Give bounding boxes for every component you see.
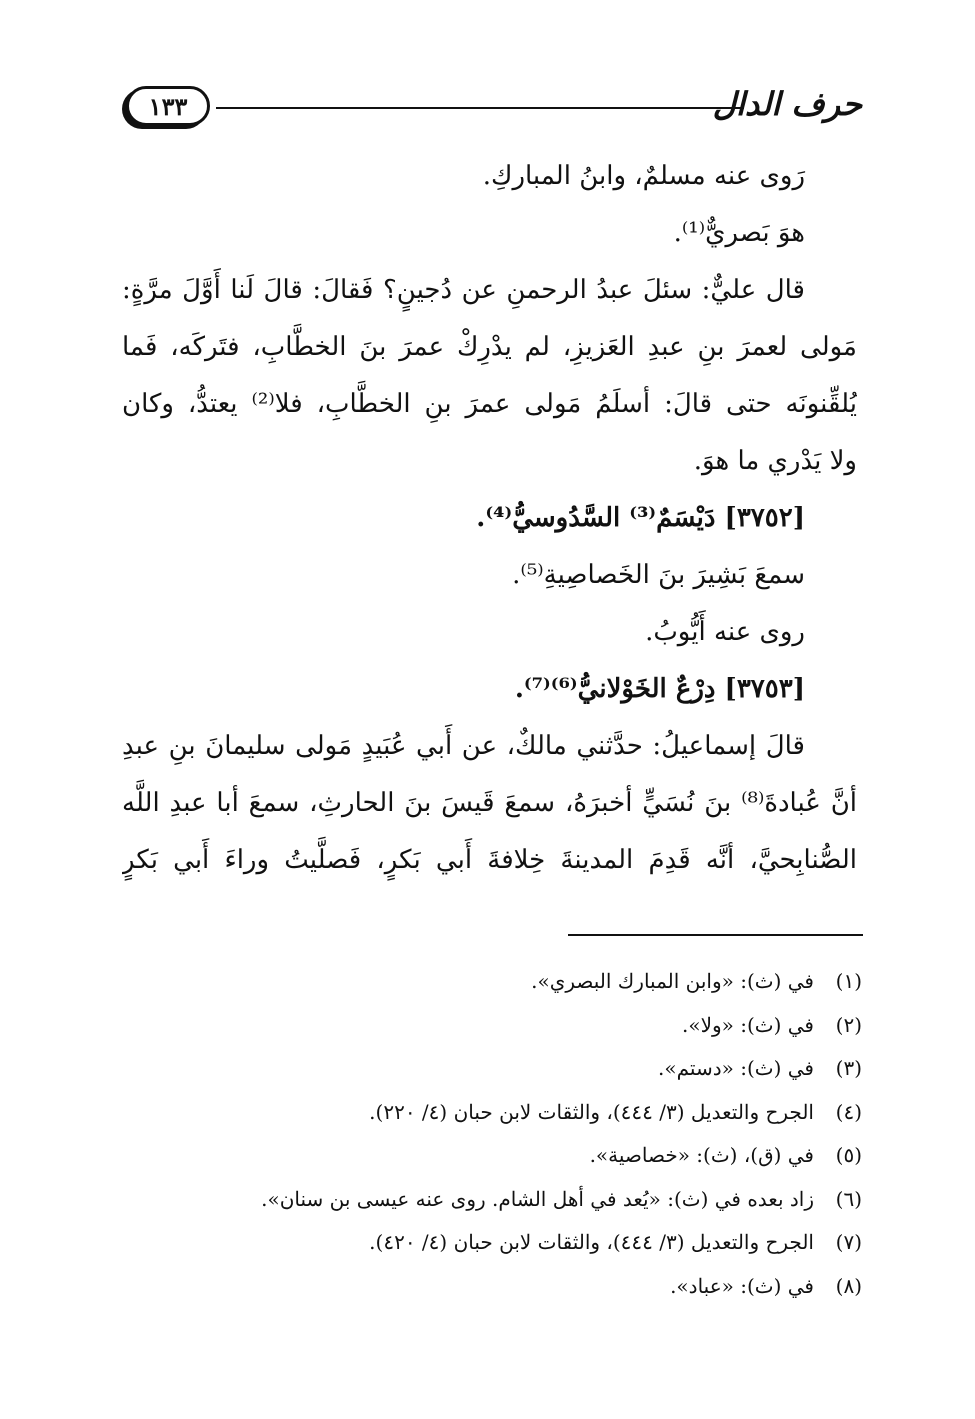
body-line: روى عنه أَيُّوبُ. xyxy=(645,617,805,647)
footnote-text: في (ث): «ولا». xyxy=(681,1012,814,1037)
footnote-number: (٨) xyxy=(835,1273,862,1298)
footnote-separator xyxy=(568,934,863,936)
body-line: أنَّ عُبادةَ⁽⁸⁾ بنَ نُسَيٍّ أخبرَهُ، سمعَ قَيسَ بنَ الحارثِ، سمعَ أبا عبدِ اللَّه xyxy=(122,788,857,818)
body-line: ولا يَدْري ما هوَ. xyxy=(693,446,857,476)
footnote xyxy=(122,1221,862,1265)
chapter-title: حرف الدال xyxy=(712,85,862,123)
footnote xyxy=(122,1091,862,1135)
page-header xyxy=(120,82,862,138)
footnote xyxy=(122,1178,862,1222)
body-line: سمعَ بَشِيرَ بنَ الخَصاصِيةِ⁽⁵⁾. xyxy=(512,560,805,590)
body-line: قال عليٌّ: سئلَ عبدُ الرحمنِ عن دُجينٍ؟ فَقالَ: قالَ لَنا أَوَّلَ مرَّةٍ: xyxy=(122,275,805,305)
entry-heading: [٣٧٥٣] دِرْعٌ الخَوْلانيُّ⁽⁶⁾⁽⁷⁾. xyxy=(514,674,805,704)
page-number: ١٣٣ xyxy=(126,86,210,126)
footnote-text: الجرح والتعديل (٣/ ٤٤٤)، والثقات لابن حبان (٤/ ٢٢٠). xyxy=(369,1099,814,1124)
footnote-text: في (ث): «وابن المبارك البصري». xyxy=(531,969,814,993)
body-line: هوَ بَصريٌّ⁽¹⁾. xyxy=(673,218,805,248)
body-text xyxy=(122,148,857,889)
footnote-number: (٤) xyxy=(835,1099,862,1124)
footnote xyxy=(122,1265,862,1309)
body-line: رَوى عنه مسلمٌ، وابنُ المباركِ. xyxy=(482,161,805,191)
footnote-number: (٢) xyxy=(835,1012,862,1037)
footnote-text: في (ث): «عباد». xyxy=(670,1273,814,1298)
footnote-number: (٣) xyxy=(835,1056,862,1080)
footnote xyxy=(122,1134,862,1178)
body-line: قالَ إسماعيلُ: حدَّثني مالكٌ، عن أَبي عُبَيدٍ مَولى سليمانَ بنِ عبدِ xyxy=(122,731,805,761)
entry-heading: [٣٧٥٢] دَيْسَمٌ⁽³⁾ السَّدُوسيُّ⁽⁴⁾. xyxy=(476,503,805,533)
footnote-text: في (ث): «دستم». xyxy=(658,1056,814,1080)
footnote-text: في (ق)، (ث): «خصاصية». xyxy=(589,1143,814,1167)
footnote xyxy=(122,1004,862,1048)
body-line: يُلقِّنونَه حتى قالَ: أسلَمُ مَولى عمرَ بنِ الخطَّابِ، فلا⁽²⁾ يعتدُّ، وكان xyxy=(122,389,857,419)
body-line: مَولى لعمرَ بنِ عبدِ العَزيزِ، لم يدْرِكْ عمرَ بنَ الخطَّابِ، فتَركَه، فَما xyxy=(122,332,857,362)
footnote-number: (٧) xyxy=(835,1230,862,1254)
footnote-number: (٥) xyxy=(835,1143,862,1167)
footnote-number: (١) xyxy=(835,969,862,993)
header-rule xyxy=(216,107,744,109)
footnote xyxy=(122,1047,862,1091)
footnote-text: زاد بعده في (ث): «يُعد في أهل الشام. روى عنه عيسى بن سنان». xyxy=(261,1186,814,1211)
footnote xyxy=(122,960,862,1004)
footnote-number: (٦) xyxy=(835,1186,862,1211)
footnotes xyxy=(122,960,862,1308)
footnote-text: الجرح والتعديل (٣/ ٤٤٤)، والثقات لابن حبان (٤/ ٤٢٠). xyxy=(369,1230,814,1254)
body-line: الصُّنابِحيَّ، أنَّه قَدِمَ المدينةَ خِلافةَ أَبي بَكرٍ، فَصلَّيتُ وراءَ أَبي بَكرٍ xyxy=(122,845,857,875)
